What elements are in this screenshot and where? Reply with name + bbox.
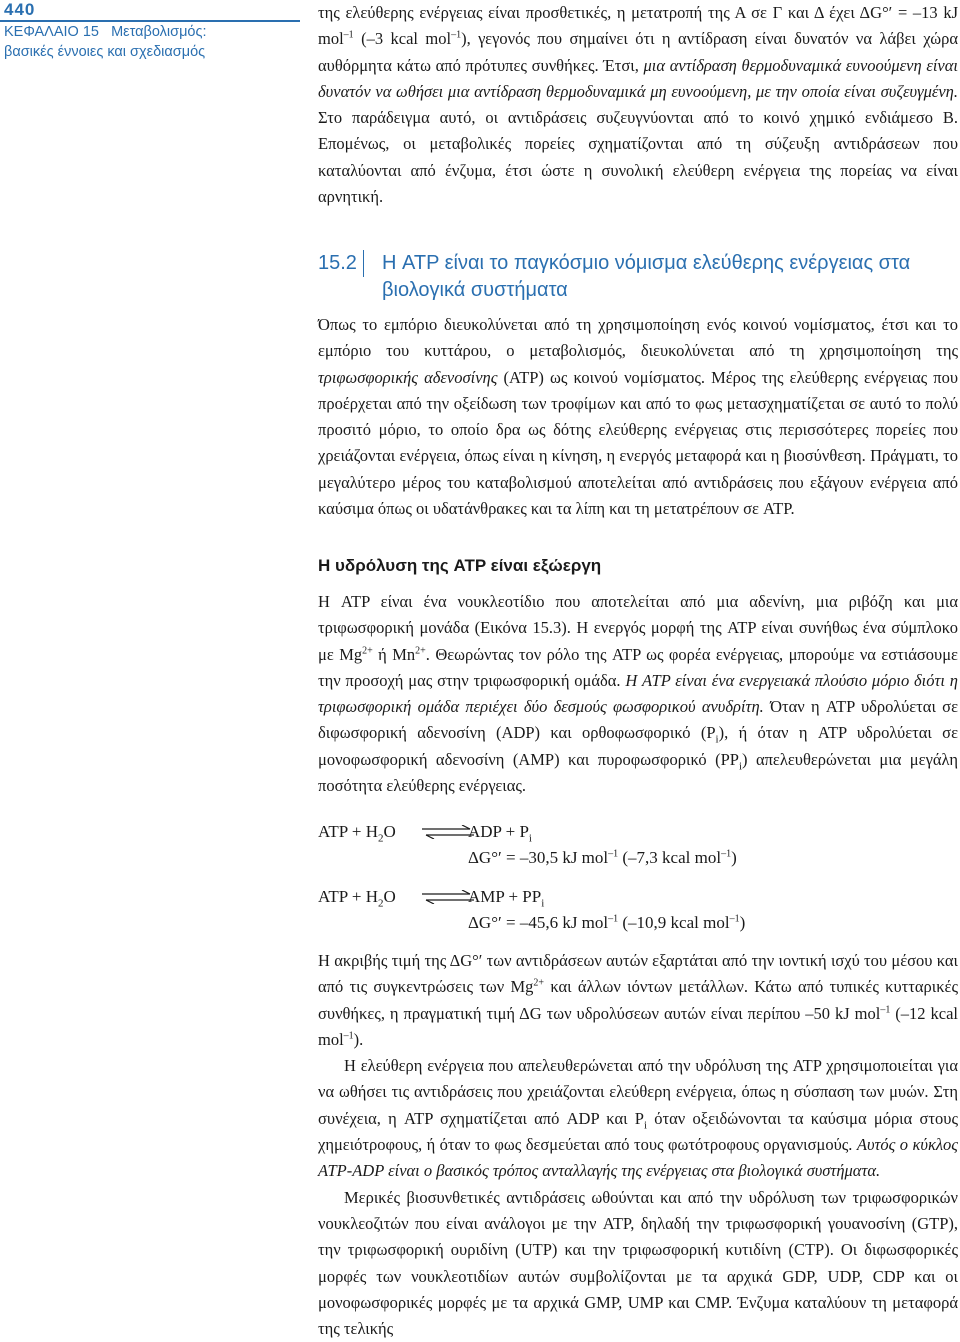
eq2-left-b: O	[383, 887, 396, 906]
hydro-sup1: 2+	[362, 645, 373, 657]
eq1-left	[318, 819, 396, 845]
hydro-g: ) απελευθερώνεται μια μεγάλη ποσότητα ελεύθερης ενέργειας.	[318, 749, 959, 796]
cycle-b: όταν οξειδώνονται τα καύσιμα μόρια στους χημειότροφους, ή όταν το φως δεσμεύεται από τους φωτότροφους οργανισμούς.	[318, 1108, 958, 1155]
eq2-dg-b: (–10,9 kcal mol	[618, 913, 730, 932]
eq1-dg-sup2: –1	[721, 848, 732, 860]
eq2-dg-sup2: –1	[729, 913, 740, 925]
intro-sup-1: –1	[343, 29, 354, 41]
eq1-left-b: O	[383, 822, 396, 841]
intro-italic: μια αντίδραση θερμοδυναμικά ευνοούμενη είναι δυνατόν να ωθήσει μια αντίδραση θερμοδυναμικά μη ευνοούμενη, με την οποία είναι συζευγμένη.	[318, 55, 958, 101]
hydro-italic: Η ATP είναι ένα ενεργειακά πλούσιο μόριο διότι η τριφωσφορική ομάδα περιέχει δύο δεσμούς φωσφορικού ανυδρίτη.	[318, 670, 958, 717]
equilibrium-arrow-icon	[422, 890, 474, 904]
intro-text-5: ), γεγονός που σημαίνει ότι η αντίδραση είναι δυνατόν να λάβει χώρα αυθόρμητα κάτω από πρότυπες συνθήκες. Έτσι,	[318, 29, 958, 75]
delta-g-paragraph	[318, 948, 958, 1053]
after-a: Η ακριβής τιμή της ΔG°′ των αντιδράσεων αυτών εξαρτάται από την ιοντική ισχύ του μέσου και από τις συγκεντρώσεις των Mg	[318, 951, 958, 997]
eq1-delta-g	[468, 845, 737, 871]
eq2-left-a: ATP + H	[318, 887, 378, 906]
hydro-sub2: i	[738, 760, 743, 773]
page-number: 440	[4, 0, 36, 19]
hydro-c: . Θεωρώντας τον ρόλο της ATP ως φορέα ενέργειας, μπορούμε να εστιάσουμε την προσοχή μας στην τριφωσφορική ομάδα.	[318, 644, 958, 690]
page-number-rule	[0, 0, 300, 22]
eq1-dg-b: (–7,3 kcal mol	[618, 848, 722, 867]
eq2-dg-c: )	[739, 913, 746, 932]
eq2-right-sub: i	[541, 897, 545, 910]
after-sup2: –1	[880, 1004, 891, 1016]
intro-text-3: (–3 kcal mol	[353, 29, 452, 49]
intro-text-7: Στο παράδειγμα αυτό, οι αντιδράσεις συζευγνύονται από το κοινό χημικό ενδιάμεσο Β. Επομένως, οι μεταβολικές πορείες σχηματίζονται από τη σύζευξη αντιδράσεων που καταλύονται από ένζυμα, έτσι ώστε η συνολική ελεύθερη ενέργεια της πορείας να είναι αρνητική.	[318, 108, 958, 207]
after-c: (–12 kcal mol	[318, 1003, 958, 1049]
eq1-right-a: ADP + P	[468, 822, 529, 841]
cycle-sub1: i	[643, 1119, 648, 1132]
after-b: και άλλων ιόντων μετάλλων. Κάτω από τυπικές κυτταρικές συνθήκες, η πραγματική τιμή ΔG των υδρολύσεων αυτών είναι περίπου –50 kJ mol	[318, 977, 958, 1023]
eq2-right	[468, 884, 544, 910]
subheading: Η υδρόλυση της ATP είναι εξώεργη	[318, 556, 602, 575]
eq2-dg-sup1: –1	[608, 913, 619, 925]
hydro-b: ή Mn	[372, 644, 416, 664]
after-sup3: –1	[343, 1030, 354, 1042]
eq2-left	[318, 884, 396, 910]
chapter-title-line1: ΚΕΦΑΛΑΙΟ 15 Μεταβολισμός:	[4, 24, 207, 40]
after-equations-block	[318, 948, 958, 1342]
eq2-left-sub: 2	[377, 897, 384, 910]
cycle-a: Η ελεύθερη ενέργεια που απελευθερώνεται από την υδρόλυση της ATP χρησιμοποιείται για να ωθήσει τις αντιδράσεις που χρειάζονται ελεύθερη ενέργεια, όπως η σύσπαση των μυών. Στη συνέχεια, η ATP σχηματίζεται από ADP και P	[318, 1056, 958, 1128]
section-para-italic: τριφωσφορικής αδενοσίνης	[318, 367, 498, 387]
section-para-a: Όπως το εμπόριο διευκολύνεται από τη χρησιμοποίηση ενός κοινού νομίσματος, έτσι και το εμπόριο του κυττάρου, ο μεταβολισμός, διευκολύνεται από τη χρησιμοποίηση της	[318, 315, 958, 361]
hydrolysis-paragraph	[318, 589, 958, 799]
intro-text-1: της ελεύθερης ενέργειας είναι προσθετικές, η μετατροπή της Α σε Γ και Δ έχει ΔG°′ = –13 kJ mol	[318, 3, 958, 49]
section-number: 15.2	[318, 250, 364, 277]
intro-paragraph	[318, 0, 958, 210]
nucleotide-paragraph: Μερικές βιοσυνθετικές αντιδράσεις ωθούνται και από την υδρόλυση των τριφωσφορικών νουκλεοζιτών που είναι ανάλογοι με την ATP, δηλαδή την τριφωσφορική γουανοσίνη (GTP), την τριφωσφορική ουριδίνη (UTP) και την τριφωσφορική κυτιδίνη (CTP). Οι διφωσφορικές μορφές των νουκλεοτιδίων αυτών συμβολίζονται με τα αρχικά GDP, UDP, CDP και οι μονοφωσφορικές μορφές με τα αρχικά GMP, UMP και CMP. Ένζυμα καταλύουν τη μεταφορά της τελικής	[318, 1187, 958, 1339]
section-para-c: (ATP) ως κοινού νομίσματος. Μέρος της ελεύθερης ενέργειας που προέρχεται από την οξείδωση των τροφίμων και από το φως μετασχηματίζεται σε αυτό το πολύ προσιτό μόριο, το οποίο δρα ως δότης ελεύθερης ενέργειας στις περισσότερες πορείες που χρειάζονται ενέργεια, όπως είναι η κίνηση, η ενεργός μεταφορά και η βιοσύνθεση. Πράγματι, το μεγαλύτερο μέρος του καταβολισμού αποτελείται από αντιδράσεις που εξάγουν ενέργεια από καύσιμα όπως οι υδατάνθρακες και τα λίπη και τη μετατρέπουν σε ATP.	[318, 367, 958, 519]
section-title: Η ATP είναι το παγκόσμιο νόμισμα ελεύθερης ενέργειας στα βιολογικά συστήματα	[382, 252, 911, 301]
eq2-right-a: AMP + PP	[468, 887, 542, 906]
equation-1	[318, 819, 958, 873]
intro-sup-2: –1	[451, 29, 462, 41]
eq1-left-a: ATP + H	[318, 822, 378, 841]
atp-cycle-paragraph	[318, 1053, 958, 1184]
chapter-title-line2: βασικές έννοιες και σχεδιασμός	[4, 44, 206, 60]
equation-2	[318, 884, 958, 938]
eq1-right	[468, 819, 532, 845]
eq2-delta-g	[468, 910, 745, 936]
hydro-e: Όταν η ATP υδρολύεται σε διφωσφορική αδενοσίνη (ADP) και ορθοφωσφορικό (P	[318, 697, 958, 743]
section-paragraph	[318, 312, 958, 522]
eq1-right-sub: i	[528, 832, 532, 845]
after-sup1: 2+	[533, 977, 545, 989]
eq1-left-sub: 2	[377, 832, 384, 845]
eq2-dg-a: ΔG°′ = –45,6 kJ mol	[468, 913, 609, 932]
hydro-sub1: i	[715, 733, 719, 746]
equilibrium-arrow-icon	[422, 825, 474, 839]
hydro-sup2: 2+	[415, 645, 426, 657]
eq1-dg-sup1: –1	[608, 848, 619, 860]
eq1-dg-a: ΔG°′ = –30,5 kJ mol	[468, 848, 609, 867]
hydro-a: Η ATP είναι ένα νουκλεοτίδιο που αποτελείται από μια αδενίνη, μια ριβόζη και μια τριφωσφορική μονάδα (Εικόνα 15.3). Η ενεργός μορφή της ATP είναι συνήθως ένα σύμπλοκο με Mg	[318, 592, 958, 664]
cycle-italic: Αυτός ο κύκλος ATP-ADP είναι ο βασικός τρόπος ανταλλαγής της ενέργειας στα βιολογικά συστήματα.	[318, 1135, 958, 1181]
chapter-title	[4, 22, 304, 62]
eq1-dg-c: )	[731, 848, 737, 867]
hydro-f: ), ή όταν η ATP υδρολύεται σε μονοφωσφορική αδενοσίνη (AMP) και πυροφωσφορικό (PP	[318, 723, 958, 769]
after-d: ).	[353, 1029, 364, 1049]
